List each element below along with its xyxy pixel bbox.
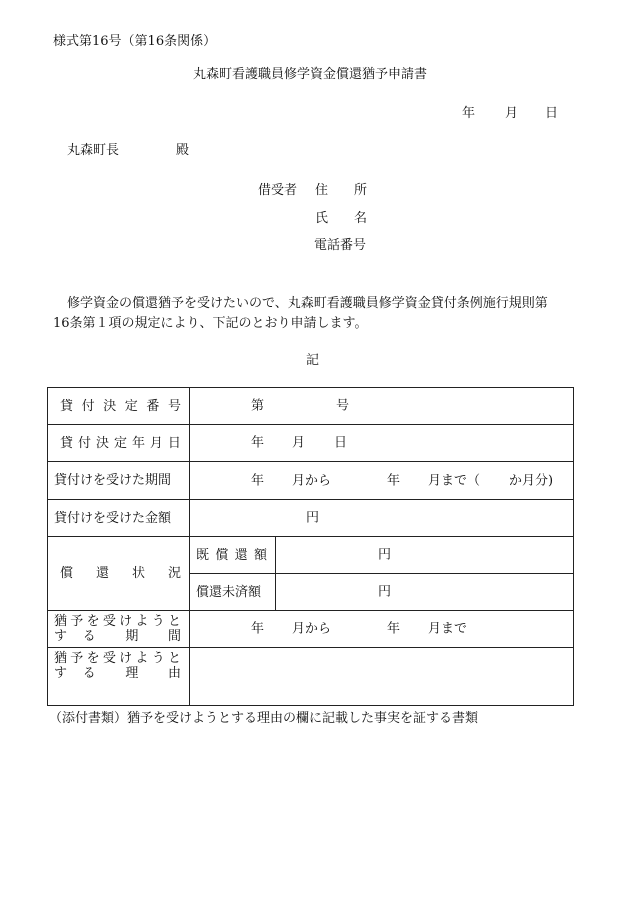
value-decision-date[interactable]: 年 月 日 (190, 425, 574, 462)
phone-label: 電話番号 (314, 238, 367, 253)
value-repaid-amount[interactable]: 円 (276, 537, 574, 574)
borrower-label: 借受者 (258, 183, 298, 198)
addressee-honorific: 殿 (176, 143, 190, 158)
value-deferral-period[interactable]: 年 月から 年 月まで (190, 611, 574, 648)
row-deferral-reason (48, 648, 574, 706)
attachment-note: （添付書類）猶予を受けようとする理由の欄に記載した事実を証する書類 (49, 711, 479, 726)
row-repaid (48, 537, 574, 574)
date-month: 月 (505, 106, 519, 121)
label-repayment-status: 償 還 状 況 (48, 537, 190, 611)
value-loan-period[interactable]: 年 月から 年 月まで（ か月分) (190, 462, 574, 500)
label-deferral-period: 猶 予 を 受 け よ う と す る 期 間 (48, 611, 190, 648)
label-decision-number: 貸 付 決 定 番 号 (48, 388, 190, 425)
body-text-line1: 修学資金の償還猶予を受けたいので、丸森町看護職員修学資金貸付条例施行規則第 (67, 296, 548, 311)
document-title: 丸森町看護職員修学資金償還猶予申請書 (193, 67, 428, 82)
address-label-2: 所 (354, 183, 368, 198)
body-text-line2: 16条第１項の規定により、下記のとおり申請します。 (53, 316, 368, 331)
value-deferral-reason[interactable] (190, 648, 574, 706)
label-unpaid-amount: 償還未済額 (190, 574, 276, 611)
row-decision-date (48, 425, 574, 462)
ki-heading: 記 (306, 353, 320, 368)
label-deferral-reason: 猶 予 を 受 け よ う と す る 理 由 (48, 648, 190, 706)
row-decision-number (48, 388, 574, 425)
label-loan-amount: 貸付けを受けた金額 (48, 500, 190, 537)
row-loan-period (48, 462, 574, 500)
value-unpaid-amount[interactable]: 円 (276, 574, 574, 611)
row-loan-amount (48, 500, 574, 537)
label-repaid-amount: 既 償 還 額 (190, 537, 276, 574)
date-day: 日 (545, 106, 559, 121)
value-decision-number[interactable]: 第 号 (190, 388, 574, 425)
row-deferral-period (48, 611, 574, 648)
form-id: 様式第16号（第16条関係） (53, 34, 217, 49)
label-loan-period: 貸付けを受けた期間 (48, 462, 190, 500)
name-label-1: 氏 (315, 211, 329, 226)
application-table (47, 387, 574, 706)
label-decision-date: 貸 付 決 定 年 月 日 (48, 425, 190, 462)
date-year: 年 (462, 106, 476, 121)
name-label-2: 名 (354, 211, 368, 226)
address-label-1: 住 (315, 183, 329, 198)
value-loan-amount[interactable]: 円 (190, 500, 574, 537)
addressee-name: 丸森町長 (67, 143, 120, 158)
